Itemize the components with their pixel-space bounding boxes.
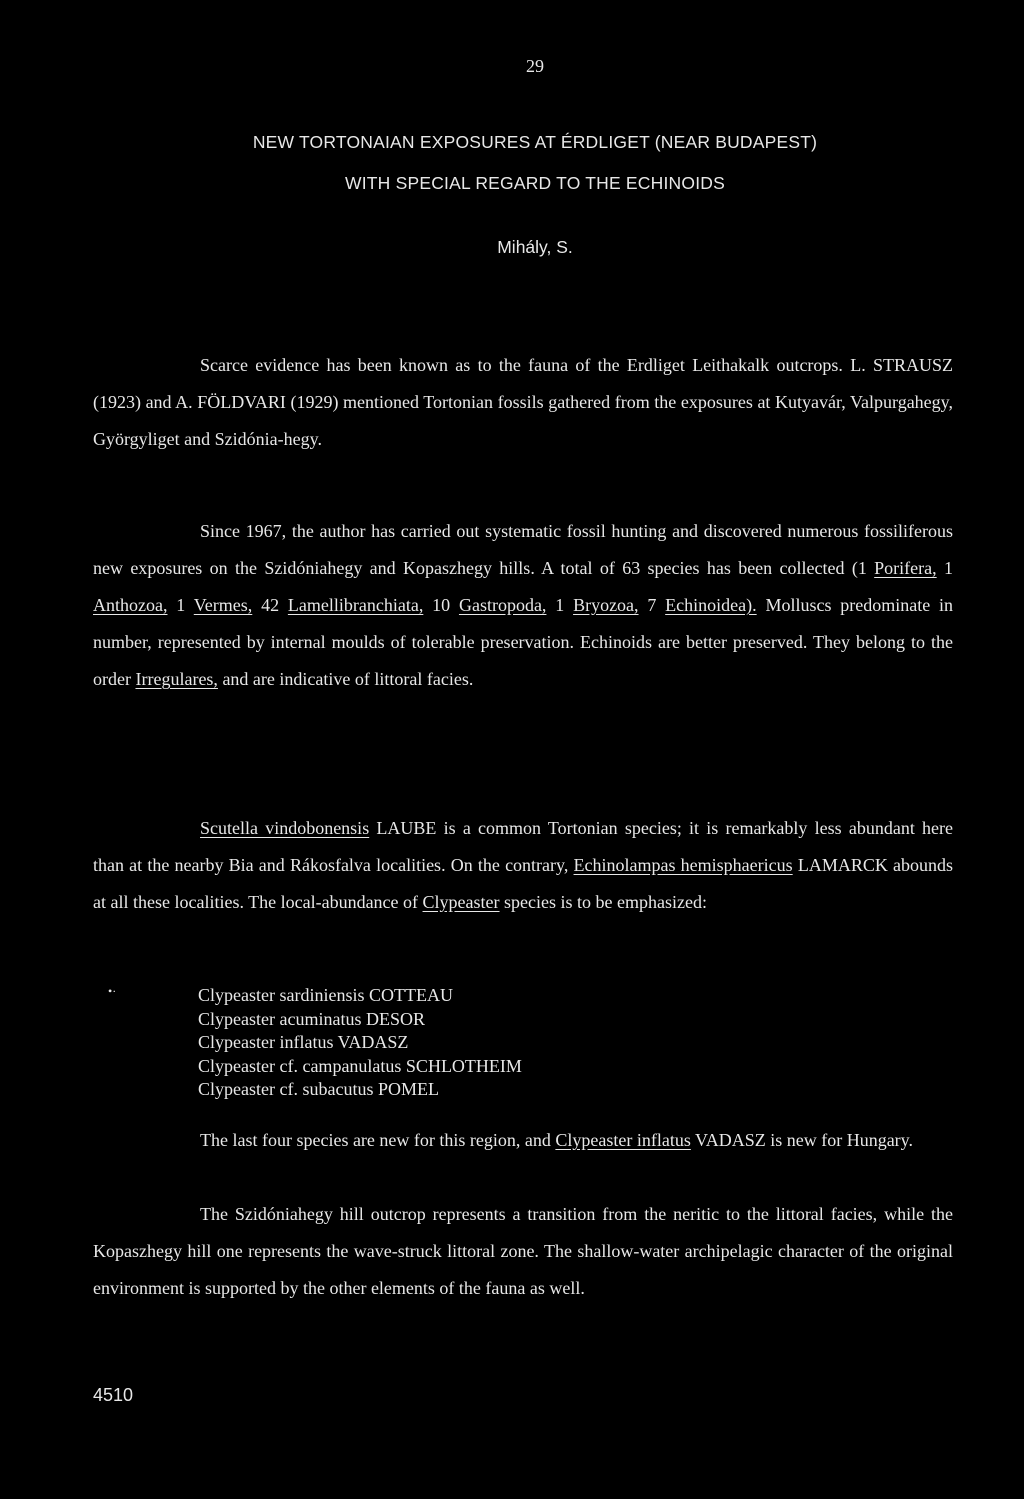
taxon-bryozoa: Bryozoa, — [573, 595, 639, 615]
taxon-clypeaster-inflatus: Clypeaster inflatus — [555, 1130, 691, 1150]
taxon-gastropoda: Gastropoda, — [458, 595, 547, 615]
taxon-vermes: Vermes, — [193, 595, 253, 615]
species-list — [198, 984, 522, 1102]
paragraph-3: Scutella vindobonensis LAUBE is a common Tortonian species; it is remarkably less abundant here than at the nearby Bia and Rákosfalva localities. On the contrary, Echinolampas hemisphaericus LAMARCK abounds at all these localities. The local-abundance of Clypeaster species is to be emphasized: — [93, 818, 954, 912]
taxon-clypeaster: Clypeaster — [422, 892, 500, 912]
paragraph-1-text: Scarce evidence has been known as to the fauna of the Erdliget Leithakalk outcrops. L. STRAUSZ (1923) and A. FÖLDVARI (1929) mentioned Tortonian fossils gathered from the exposures at Kutyavár, Valpurgahegy, Györgyliget and Szidónia-hegy. — [93, 355, 953, 449]
taxon-scutella: Scutella vindobonensis — [200, 818, 370, 838]
page-number: 29 — [526, 56, 544, 76]
taxon-irregulares: Irregulares, — [135, 669, 218, 689]
taxon-porifera: Porifera, — [874, 558, 937, 578]
taxon-anthozoa: Anthozoa, — [93, 595, 168, 615]
taxon-echinoidea: Echinoidea). — [665, 595, 757, 615]
list-item: Clypeaster sardiniensis COTTEAU — [198, 985, 453, 1005]
list-bullet-mark: •· — [108, 984, 117, 998]
title-line-2: WITH SPECIAL REGARD TO THE ECHINOIDS — [345, 173, 725, 193]
paragraph-5-text: The Szidóniahegy hill outcrop represents a transition from the neritic to the littoral facies, while the Kopaszhegy hill one represents the wave-struck littoral zone. The shallow-water archipelagic character of the original environment is supported by the other elements of the fauna as well. — [93, 1204, 953, 1298]
list-item: Clypeaster acuminatus DESOR — [198, 1008, 425, 1029]
list-item: Clypeaster inflatus VADASZ — [198, 1032, 409, 1052]
list-item: Clypeaster cf. subacutus POMEL — [198, 1079, 439, 1099]
paragraph-1 — [93, 347, 953, 458]
paragraph-2: Since 1967, the author has carried out systematic fossil hunting and discovered numerous fossiliferous new exposures on the Szidóniahegy and Kopaszhegy hills. A total of 63 species has been collected (1 Porifera, 1 Anthozoa, 1 Vermes, 42 Lamellibranchiata, 10 Gastropoda, 1 Bryozoa, 7 Echinoidea). Molluscs predominate in number, represented by internal moulds of tolerable preservation. Echinoids are better preserved. They belong to the order Irregulares, and are indicative of littoral facies. — [93, 521, 954, 689]
taxon-echinolampas: Echinolampas hemisphaericus — [573, 855, 793, 875]
list-item: Clypeaster cf. campanulatus SCHLOTHEIM — [198, 1055, 522, 1076]
paragraph-4: The last four species are new for this region, and Clypeaster inflatus VADASZ is new for Hungary. — [200, 1130, 914, 1150]
author: Mihály, S. — [497, 237, 573, 257]
paragraph-5 — [93, 1196, 953, 1307]
title-line-1: NEW TORTONAIAN EXPOSURES AT ÉRDLIGET (NEAR BUDAPEST) — [252, 132, 818, 152]
taxon-lamellibranchiata: Lamellibranchiata, — [287, 595, 424, 615]
footer-number: 4510 — [93, 1385, 134, 1405]
